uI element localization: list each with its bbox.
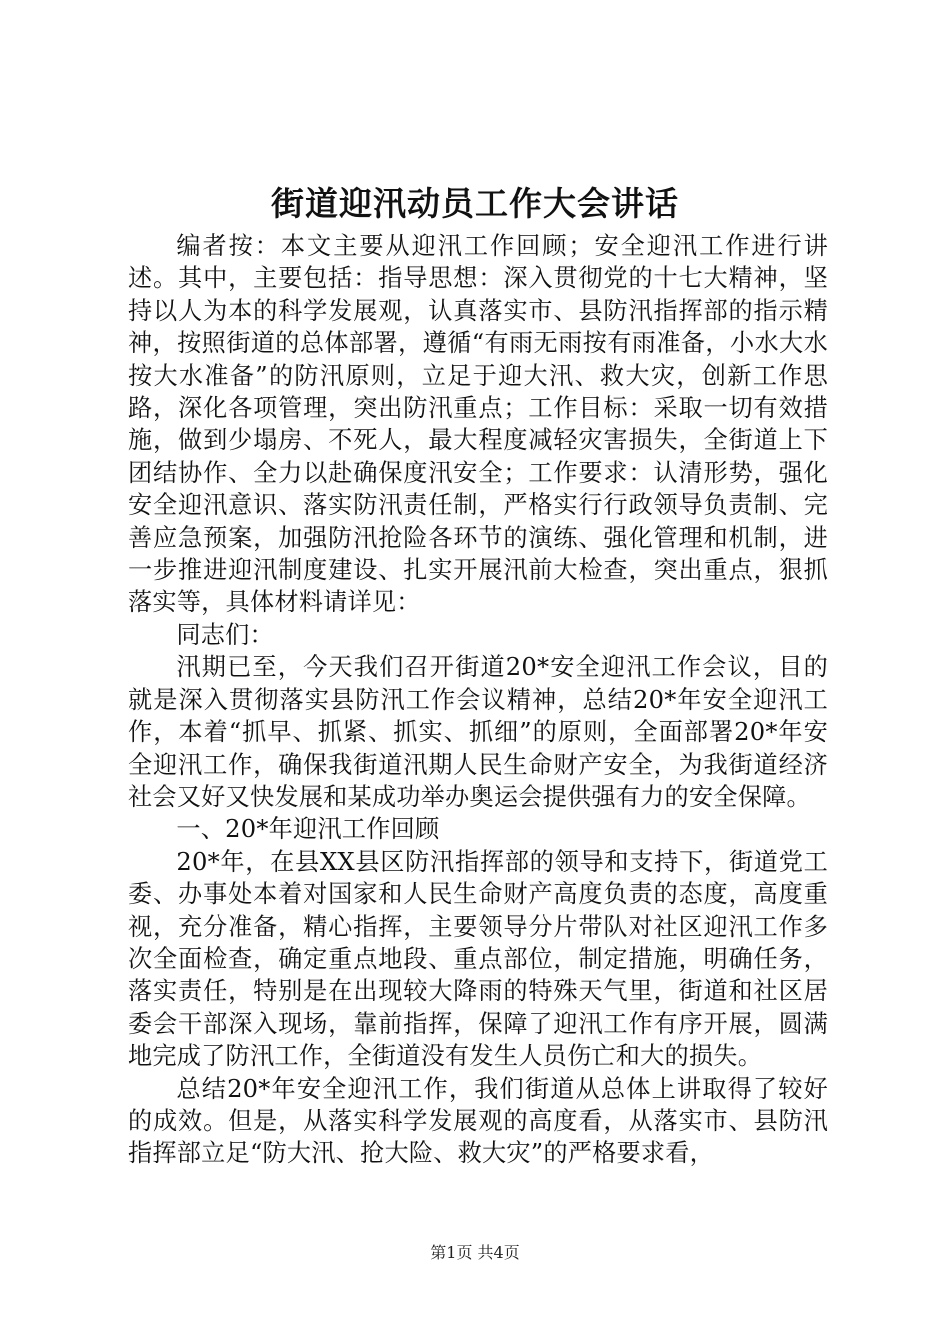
opening-paragraph: 汛期已至，今天我们召开街道20*安全迎汛工作会议，目的就是深入贯彻落实县防汛工作会议精神，总结20*年安全迎汛工作，本着“抓早、抓紧、抓实、抓细”的原则，全面部署20*年安全迎汛工作，确保我街道汛期人民生命财产安全，为我街道经济社会又好又快发展和某成功举办奥运会提供强有力的安全保障。 — [128, 653, 828, 811]
review-paragraph: 20*年，在县XX县区防汛指挥部的领导和支持下，街道党工委、办事处本着对国家和人民生命财产高度负责的态度，高度重视，充分准备，精心指挥，主要领导分片带队对社区迎汛工作多次全面检查，确定重点地段、重点部位，制定措施，明确任务，落实责任，特别是在出现较大降雨的特殊天气里，街道和社区居委会干部深入现场，靠前指挥，保障了迎汛工作有序开展，圆满地完成了防汛工作，全街道没有发生人员伤亡和大的损失。 — [128, 847, 828, 1071]
salutation-paragraph: 同志们： — [176, 620, 274, 649]
editor-note-paragraph: 编者按：本文主要从迎汛工作回顾；安全迎汛工作进行讲述。其中，主要包括：指导思想：深入贯彻党的十七大精神，坚持以人为本的科学发展观，认真落实市、县防汛指挥部的指示精神，按照街道的总体部署，遵循“有雨无雨按有雨准备，小水大水按大水准备”的防汛原则，立足于迎大汛、救大灾，创新工作思路，深化各项管理，突出防汛重点；工作目标：采取一切有效措施，做到少塌房、不死人，最大程度减轻灾害损失，全街道上下团结协作、全力以赴确保度汛安全；工作要求：认清形势，强化安全迎汛意识、落实防汛责任制，严格实行行政领导负责制、完善应急预案，加强防汛抢险各环节的演练、强化管理和机制，进一步推进迎汛制度建设、扎实开展汛前大检查，突出重点，狠抓落实等，具体材料请详见： — [128, 232, 828, 617]
page-number-footer: 第1页 共4页 — [430, 1243, 520, 1262]
summary-paragraph: 总结20*年安全迎汛工作，我们街道从总体上讲取得了较好的成效。但是，从落实科学发展观的高度看，从落实市、县防汛指挥部立足“防大汛、抢大险、救大灾”的严格要求看， — [128, 1074, 828, 1168]
document-body — [128, 230, 828, 1170]
document-title: 街道迎汛动员工作大会讲话 — [271, 184, 679, 223]
section-heading: 一、20*年迎汛工作回顾 — [176, 815, 440, 844]
